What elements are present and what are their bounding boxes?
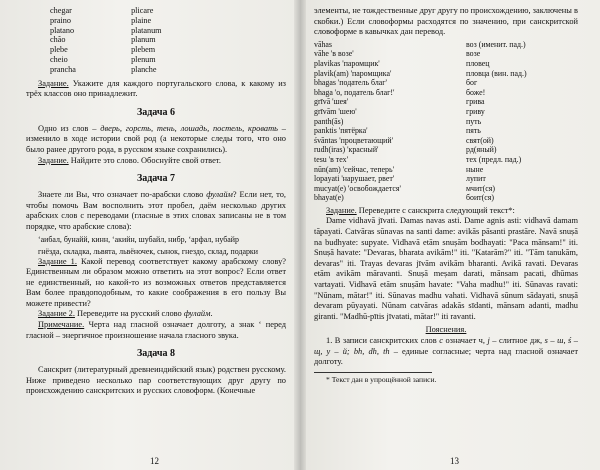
- task8-text: Санскрит (литературный древнеиндийский язык) родствен русскому. Ниже приведено несколько пар соответствующих друг другу по происхождению санскритских и русских словоформ. (Конечные: [26, 365, 286, 396]
- sanskrit-form: plavik(am) 'паромщика': [314, 68, 392, 78]
- sanskrit-pair-row: [314, 165, 578, 175]
- sanskrit-pair-row: [314, 117, 578, 127]
- task7-text: Знаете ли Вы, что означает по-арабски слово фулайм? Если нет, то, чтобы помочь Вам восполнить этот пробел, даём несколько других арабских слов с переводами (гласные в этих словах записаны не в том порядке, что арабские слова):: [26, 190, 286, 231]
- russian-form: боит(ся): [466, 193, 495, 203]
- russian-form: путь: [466, 116, 482, 126]
- russian-form: пять: [466, 126, 481, 136]
- russian-form: грива: [466, 97, 485, 107]
- russian-form: пловец: [466, 58, 490, 68]
- explanation-1: 1. В записи санскритских слов c означает ч, j – слитное дж, s – ш, ś – щ, y – й; bh, dh, th – единые согласные; черта над гласной означает долготу.: [314, 336, 578, 367]
- sanskrit-pair-row: [314, 126, 578, 136]
- latin-word: plaine: [131, 15, 152, 25]
- word-pair-row: [50, 35, 230, 45]
- russian-form: боже!: [466, 87, 486, 97]
- sanskrit-pair-row: [314, 174, 578, 184]
- task6-title: Задача 6: [136, 106, 176, 118]
- portuguese-word: prancha: [50, 64, 76, 74]
- page-number-left: 12: [150, 456, 159, 466]
- sanskrit-form: nūn(am) 'сейчас, теперь': [314, 164, 395, 174]
- russian-form: гриву: [466, 106, 485, 116]
- task6-assignment: Задание. Найдите это слово. Обоснуйте свой ответ.: [38, 155, 221, 165]
- task8-title: Задача 8: [136, 348, 176, 360]
- russian-form: пловца (вин. пад.): [466, 68, 527, 78]
- sanskrit-form: panktis 'пятёрка': [314, 126, 368, 136]
- russian-form: возе: [466, 49, 481, 59]
- sanskrit-form: vāhe 'в возе': [314, 49, 354, 59]
- sanskrit-form: grīvām 'шею': [314, 106, 357, 116]
- sanskrit-pair-row: [314, 88, 578, 98]
- sanskrit-form: bhagas 'податель благ': [314, 78, 387, 88]
- latin-word: plicare: [131, 6, 154, 15]
- explanations-title: Пояснения.: [425, 325, 467, 335]
- sanskrit-pair-row: [314, 78, 578, 88]
- russian-form: тех (предл. пад.): [466, 154, 522, 164]
- task6-text: Одно из слов – дверь, горсть, тень, лошадь, постель, кровать – изменило в ходе истории свой род (а некоторые следы того, что оно было ранее другого рода, в русском языке сохранились).: [26, 123, 286, 154]
- latin-word: plenum: [131, 54, 156, 64]
- sanskrit-text: Dame vidhavā jīvati. Damas navas asti. Dame agnis asti: vidhavā damam tāpayati. Catvāras sūnavas na santi dame: avikās pāsanti prastāre. Navā snuṣā na budhyate: supyate. Vidhavā etām snuṣām bodhayati: "Paca mānsam!" iti. Snuṣā havate: "Devaras, bharata avikām!" iti. "Katarām?" iti. "Tām tanukām, devaras" iti. Trayas devaras jīvām avikām bharanti. Avikā ravati. Devaras etām avikām māravanti. Snuṣā meṣam darati, mānsam pacati, dhūmas vartayati. Vidhavā etām snuṣām havate: "Vaha madhu!" iti. Sūnavas ravati: "Nūnam, mātar!" iti. Sūnavas madhu vahati. Vidhavā sūnum sādayati, snuṣā devaram pūyayati. Nūnam catvāras adakās sīdanti, mānsam adanti, madhu giranti. "Madhū-pītis jīvatati, mātar!" iti ravanti.: [314, 216, 578, 321]
- sanskrit-pair-row: [314, 40, 578, 50]
- task7-assignment2: Задание 2. Переведите на русский слово фулайм.: [38, 309, 213, 319]
- russian-form: бог: [466, 78, 478, 88]
- sanskrit-form: bhayat(e): [314, 193, 344, 203]
- latin-word: planche: [131, 64, 157, 74]
- sanskrit-form: rudh(iras) 'красный': [314, 145, 379, 155]
- russian-form: свят(ой): [466, 135, 494, 145]
- page-number-right: 13: [450, 456, 459, 466]
- latin-word: plebem: [131, 45, 156, 55]
- portuguese-word: praino: [50, 15, 71, 25]
- sanskrit-pair-row: [314, 69, 578, 79]
- word-pair-table: [50, 6, 230, 75]
- task8-assignment: Задание. Переведите с санскрита следующий текст*:: [326, 205, 515, 215]
- sanskrit-pair-row: [314, 49, 578, 59]
- task7-title: Задача 7: [136, 173, 176, 185]
- sanskrit-form: lopayati 'нарушает, рвет': [314, 174, 395, 184]
- sanskrit-pair-row: [314, 155, 578, 165]
- footnote: * Текст дан в упрощённой записи.: [326, 374, 437, 384]
- sanskrit-form: grīvā 'шея': [314, 97, 349, 107]
- russian-form: рд(яный): [466, 145, 497, 155]
- sanskrit-pair-row: [314, 107, 578, 117]
- task8-intro-continued: элементы, не тождественные друг другу по происхождению, заключены в скобки.) Если словоформы расходятся по значению, при санскритской словоформе в кавычках дан перевод.: [314, 6, 578, 37]
- task7-note: Примечание. Черта над гласной означает долготу, а знак ʻ перед гласной – энергичное произношение начала гласного звука.: [26, 320, 286, 340]
- russian-form: мчит(ся): [466, 183, 496, 193]
- word-pair-row: [50, 16, 230, 26]
- word-pair-row: [50, 55, 230, 65]
- sanskrit-form: panth(ās): [314, 116, 344, 126]
- footnote-rule: [314, 372, 432, 373]
- sanskrit-form: śvāntas 'процветающий': [314, 135, 394, 145]
- sanskrit-pair-row: [314, 145, 578, 155]
- sanskrit-form: mucyat(e) 'освобождается': [314, 183, 401, 193]
- word-pair-row: [50, 26, 230, 36]
- sanskrit-pair-row: [314, 136, 578, 146]
- task6-words: дверь, горсть, тень, лошадь, постель, кровать: [100, 123, 278, 133]
- task7-russian-words: гнёзда, складка, львята, львёночек, сынок, гнездо, склад, подарки: [38, 246, 258, 256]
- sanskrit-form: tesu 'в тех': [314, 154, 349, 164]
- sanskrit-pair-row: [314, 97, 578, 107]
- sanskrit-form: plavikas 'паромщик': [314, 58, 380, 68]
- sanskrit-form: vāhas: [314, 39, 332, 49]
- word-pair-row: [50, 6, 230, 16]
- book-gutter: [294, 0, 306, 470]
- portuguese-word: platano: [50, 25, 75, 35]
- portuguese-word: plebe: [50, 45, 68, 55]
- latin-word: planum: [131, 35, 156, 45]
- task5-assignment: Задание. Укажите для каждого португальского слова, к какому из трёх классов оно принадлежит.: [26, 78, 286, 99]
- assignment-label: Задание.: [38, 78, 69, 88]
- word-pair-row: [50, 65, 230, 75]
- portuguese-word: chão: [50, 35, 66, 45]
- word-pair-row: [50, 45, 230, 55]
- right-page: [300, 0, 600, 470]
- portuguese-word: chegar: [50, 6, 72, 15]
- sanskrit-form: bhaga 'о, податель благ!': [314, 87, 395, 97]
- task7-arabic-words: ʻaибал, бунайй, кинн, ʻакийн, шубайл, нибр, ʻарфал, нубайр: [38, 234, 239, 244]
- russian-form: воз (именит. пад.): [466, 39, 526, 49]
- task7-assignment1: Задание 1. Какой перевод соответствует какому арабскому слову? Единственным ли образом можно ответить на этот вопрос? Если ответ не единственный, но какой-то из возможных ответов представляется Вам более правдоподобным, то какие соображения в его пользу Вы можете привести?: [26, 256, 286, 308]
- sanskrit-pair-row: [314, 59, 578, 69]
- sanskrit-pair-row: [314, 184, 578, 194]
- sanskrit-russian-table: [314, 40, 578, 203]
- portuguese-word: cheio: [50, 54, 68, 64]
- sanskrit-pair-row: [314, 193, 578, 203]
- russian-form: лупит: [466, 174, 486, 184]
- russian-form: ныне: [466, 164, 484, 174]
- latin-word: platanum: [131, 25, 162, 35]
